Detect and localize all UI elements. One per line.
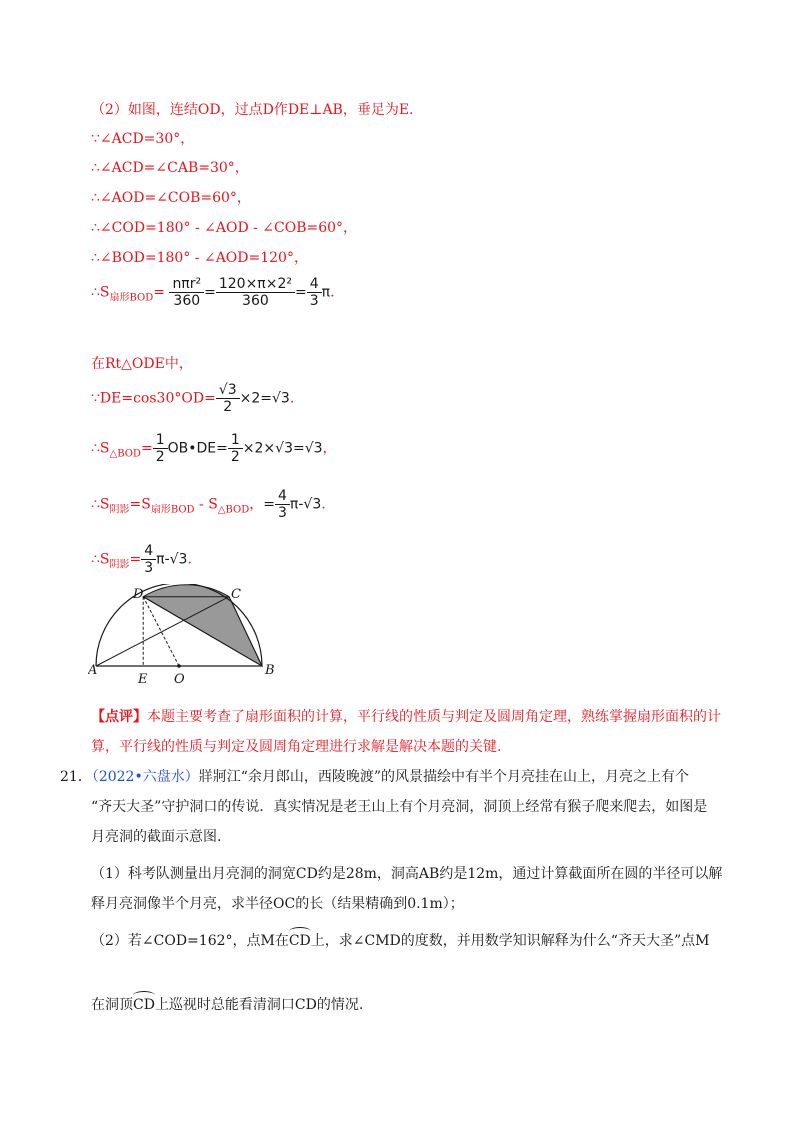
problem-21-line-3: 月亮洞的截面示意图． (91, 829, 231, 845)
solution-line-5: ∴∠COD=180° - ∠AOD - ∠COB=60°， (91, 220, 358, 236)
rt-triangle-line: 在Rt△ODE中， (91, 356, 193, 372)
sector-formula-fraction: $\frac{\text{nπr²}}{360}$ (169, 276, 204, 309)
final-answer-line: $\therefore S_{阴影}=$ $\frac{4}{3}$ π-√3. (91, 543, 192, 576)
arc-cd-symbol-2: CD (133, 997, 155, 1013)
solution-line-2: ∵∠ACD=30°， (91, 131, 195, 147)
shaded-area-line: $\therefore S_{阴影}=S_{扇形BOD} - S_{\triangle BOD}$，= $\frac{4}{3}$ π-√3. (91, 488, 326, 521)
sector-prefix: ∴S (91, 284, 110, 301)
problem-number: 21． (60, 769, 92, 785)
question-2-line-2: 在洞顶CD上巡视时总能看清洞口CD的情况. (91, 997, 364, 1013)
label-b: B (265, 663, 275, 678)
label-o: O (174, 672, 185, 686)
arc-cd-symbol: CD (288, 933, 311, 949)
tri-fraction-1: $\frac{1}{2}$ (153, 432, 168, 465)
sector-area-line: $\therefore S_{扇形BOD}=$ $\frac{\text{nπr²}}{360}$ = $\frac{\text{120×π×2²}}{360}$ = $\frac{4}{3}$ π. (91, 276, 335, 309)
problem-21-line-2: “齐天大圣”守护洞口的传说．真实情况是老王山上有个月亮洞，洞顶上经常有猴子爬来爬去，如图是 (91, 799, 708, 815)
shade-fraction: $\frac{4}{3}$ (275, 488, 290, 521)
solution-line-1: （2）如图，连结OD，过点D作DE⊥AB，垂足为E. (91, 102, 414, 118)
comment-tag: 【点评】 (91, 709, 147, 725)
semicircle-figure (88, 584, 288, 686)
de-fraction: $\frac{√3}{2}$ (216, 382, 240, 415)
problem-21-line-1: 21．（2022•六盘水）牂牁江“余月郎山，西陵晚渡”的风景描绘中有半个月亮挂在山上，月亮之上有个 (60, 769, 690, 785)
label-d: D (133, 587, 144, 602)
question-2-line-1: （2）若∠COD=162°，点M在CD上，求∠CMD的度数，并用数学知识解释为什么“齐天大圣”点M (91, 933, 710, 949)
label-c: C (231, 587, 241, 602)
question-1-line-1: （1）科考队测量出月亮洞的洞宽CD约是28m，洞高AB约是12m，通过计算截面所在圆的半径可以解 (91, 866, 723, 882)
sector-result-fraction: $\frac{4}{3}$ (307, 276, 322, 309)
comment-line-1: 【点评】本题主要考查了扇形面积的计算，平行线的性质与判定及圆周角定理，熟练掌握扇形面积的计 (91, 709, 721, 725)
comment-line-2: 算，平行线的性质与判定及圆周角定理进行求解是解决本题的关键. (91, 739, 502, 755)
center-point-o (177, 664, 181, 668)
question-1-line-2: 释月亮洞像半个月亮，求半径OC的长（结果精确到0.1m）； (91, 896, 464, 912)
solution-line-3: ∴∠ACD=∠CAB=30°， (91, 160, 249, 176)
sector-value-fraction: $\frac{\text{120×π×2²}}{360}$ (216, 276, 295, 309)
problem-source: （2022•六盘水） (91, 769, 199, 785)
triangle-area-line: $\therefore S_{\triangle BOD}=$ $\frac{1}{2}$ OB•DE= $\frac{1}{2}$ ×2×√3=√3， (91, 432, 337, 465)
de-line: ∵DE=cos30°OD= $\frac{√3}{2}$ ×2=√3. (91, 382, 295, 415)
solution-line-4: ∴∠AOD=∠COB=60°， (91, 190, 251, 206)
final-fraction: $\frac{4}{3}$ (141, 543, 156, 576)
label-a: A (88, 663, 98, 678)
solution-line-6: ∴∠BOD=180° - ∠AOD=120°， (91, 250, 308, 266)
sector-sub: 扇形BOD (109, 292, 154, 304)
label-e: E (138, 672, 148, 686)
sector-eq: = (153, 284, 165, 301)
tri-fraction-2: $\frac{1}{2}$ (228, 432, 243, 465)
